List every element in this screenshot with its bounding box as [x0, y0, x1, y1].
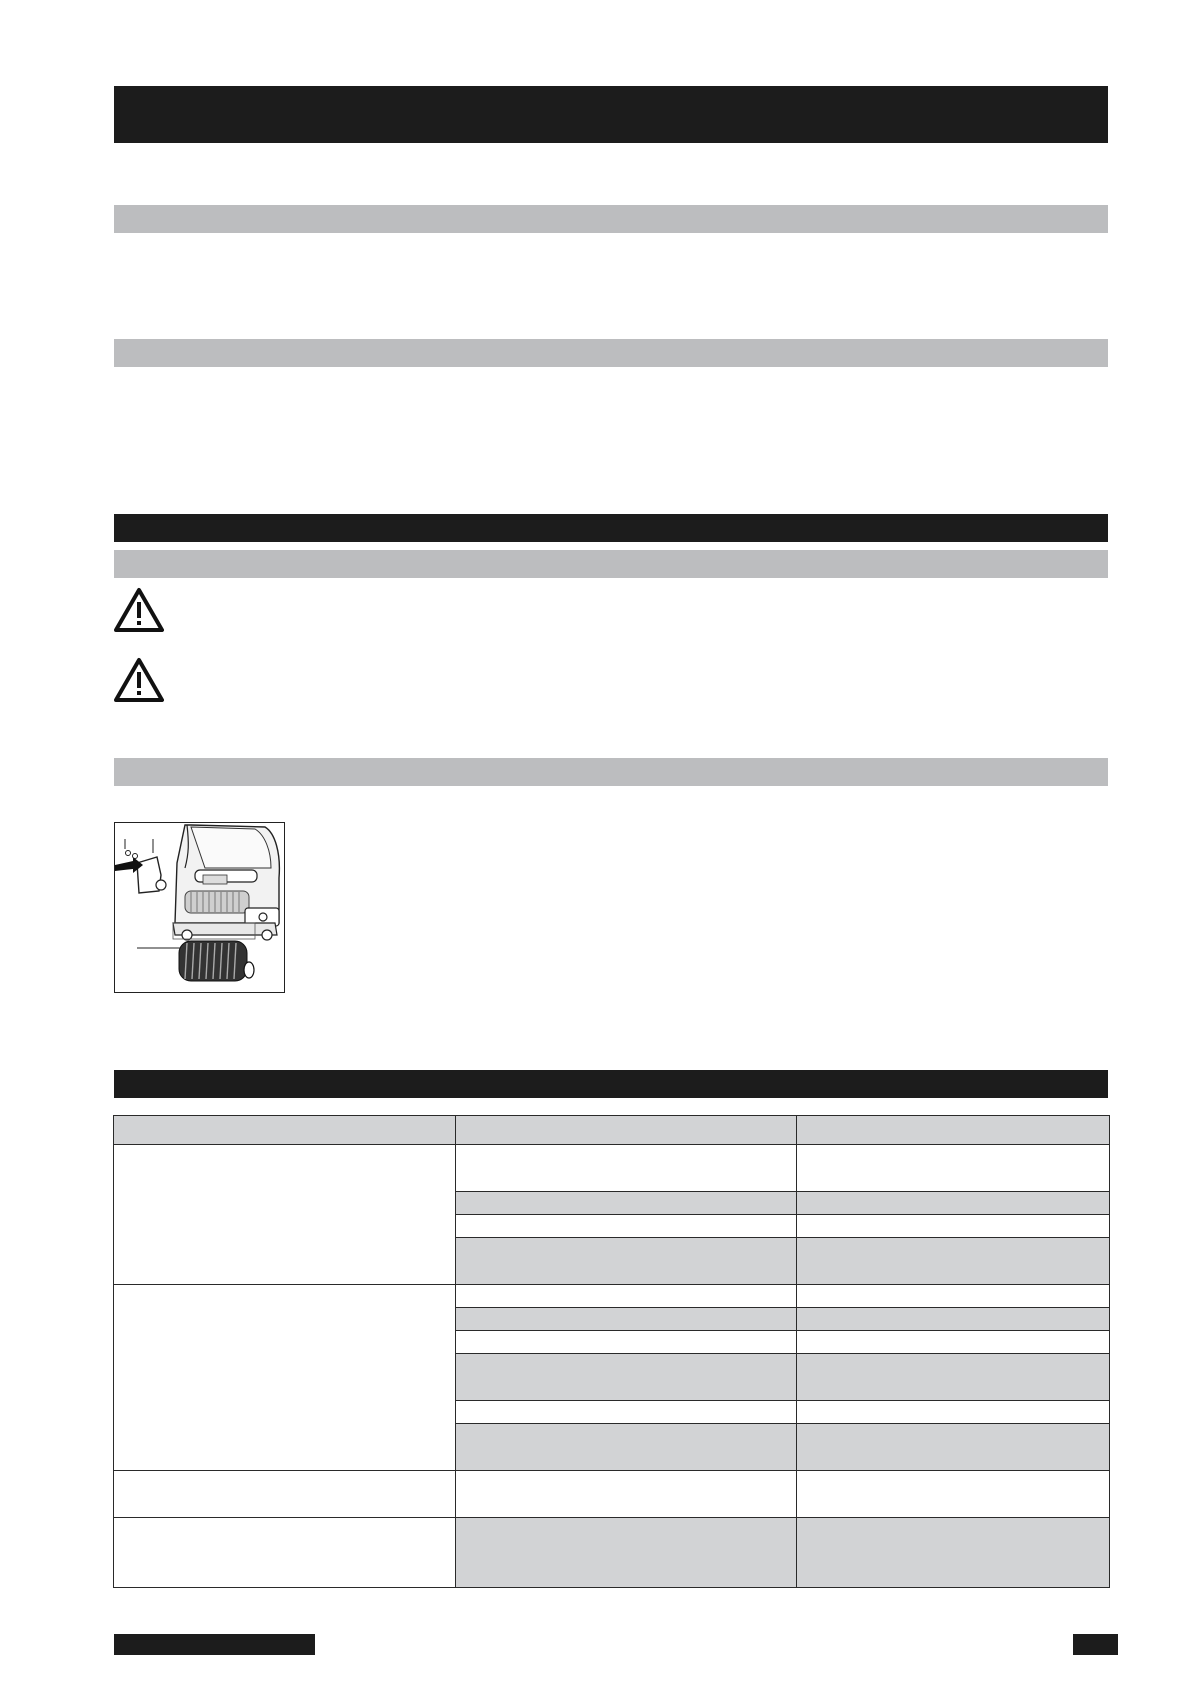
remedy-cell [797, 1238, 1110, 1285]
warning-triangle-icon [114, 657, 164, 703]
brush-roller-figure [114, 822, 285, 993]
main-header-bar [114, 86, 1108, 143]
problem-cell [114, 1518, 456, 1588]
remedy-cell [797, 1192, 1110, 1215]
table-row [114, 1145, 1110, 1192]
table-row [114, 1518, 1110, 1588]
brush-roller-illustration-icon [115, 823, 284, 992]
cause-cell [456, 1238, 797, 1285]
table-header-row [114, 1116, 1110, 1145]
column-header-remedy [797, 1116, 1110, 1145]
remedy-cell [797, 1285, 1110, 1308]
remedy-cell [797, 1145, 1110, 1192]
footer-left-bar [114, 1634, 315, 1655]
column-header-problem [114, 1116, 456, 1145]
cause-cell [456, 1401, 797, 1424]
remedy-cell [797, 1331, 1110, 1354]
footer-page-bar [1073, 1634, 1118, 1655]
chapter-bar-1 [114, 514, 1108, 542]
cause-cell [456, 1145, 797, 1192]
remedy-cell [797, 1354, 1110, 1401]
cause-cell [456, 1354, 797, 1401]
remedy-cell [797, 1308, 1110, 1331]
table-row [114, 1285, 1110, 1308]
cause-cell [456, 1424, 797, 1471]
problem-cell [114, 1285, 456, 1471]
subsection-bar-2 [114, 758, 1108, 786]
table-row [114, 1471, 1110, 1518]
remedy-cell [797, 1471, 1110, 1518]
problem-cell [114, 1471, 456, 1518]
column-header-cause [456, 1116, 797, 1145]
troubleshooting-table [113, 1115, 1110, 1588]
cause-cell [456, 1192, 797, 1215]
problem-cell [114, 1145, 456, 1285]
remedy-cell [797, 1215, 1110, 1238]
subsection-bar-1 [114, 550, 1108, 578]
cause-cell [456, 1215, 797, 1238]
cause-cell [456, 1285, 797, 1308]
cause-cell [456, 1471, 797, 1518]
warning-triangle-icon [114, 587, 164, 633]
cause-cell [456, 1331, 797, 1354]
section-bar-1 [114, 205, 1108, 233]
section-bar-2 [114, 339, 1108, 367]
remedy-cell [797, 1518, 1110, 1588]
chapter-bar-2 [114, 1070, 1108, 1098]
remedy-cell [797, 1424, 1110, 1471]
remedy-cell [797, 1401, 1110, 1424]
cause-cell [456, 1308, 797, 1331]
troubleshooting-body [114, 1145, 1110, 1588]
cause-cell [456, 1518, 797, 1588]
